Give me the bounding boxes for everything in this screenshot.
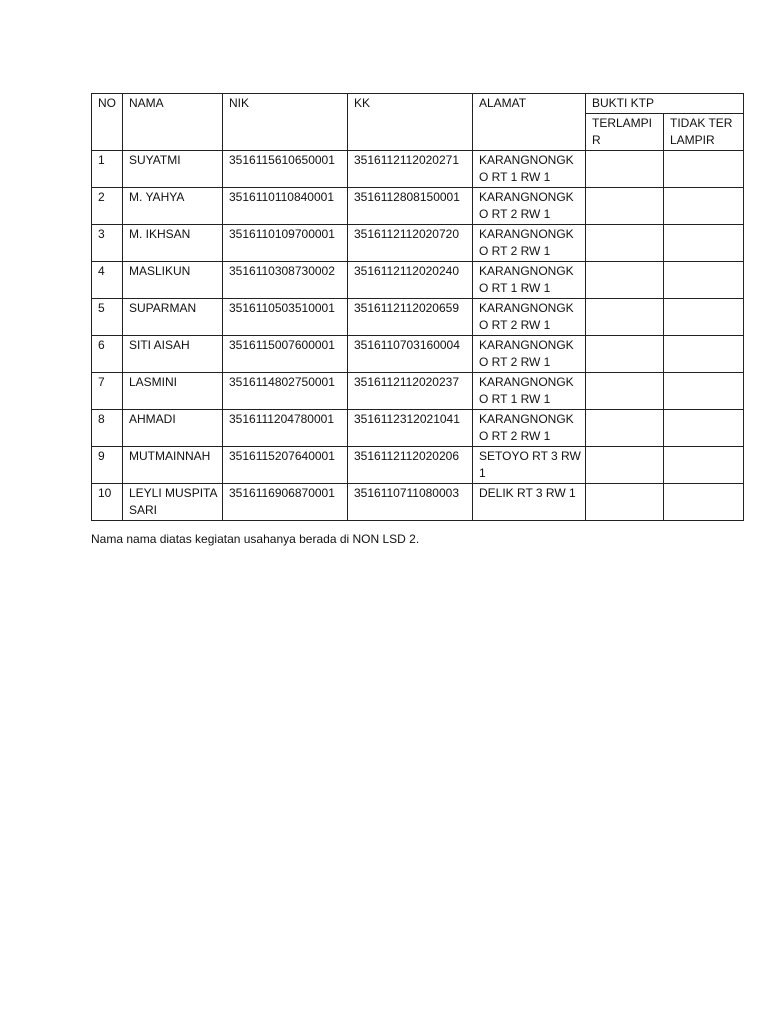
cell-nik: 3516116906870001 xyxy=(223,483,348,520)
header-nama: NAMA xyxy=(123,94,223,151)
header-terlampir: TERLAMPIR xyxy=(586,113,664,150)
table-row xyxy=(92,446,744,483)
cell-nama: SITI AISAH xyxy=(123,335,223,372)
cell-nik: 3516111204780001 xyxy=(223,409,348,446)
cell-no: 2 xyxy=(92,187,123,224)
table-row xyxy=(92,483,744,520)
table-row xyxy=(92,372,744,409)
cell-nama: SUYATMI xyxy=(123,150,223,187)
cell-kk: 3516112112020720 xyxy=(348,224,473,261)
cell-kk: 3516112112020206 xyxy=(348,446,473,483)
table-row xyxy=(92,261,744,298)
cell-nik: 3516110109700001 xyxy=(223,224,348,261)
header-kk: KK xyxy=(348,94,473,151)
cell-nik: 3516110110840001 xyxy=(223,187,348,224)
cell-terlampir xyxy=(586,224,664,261)
cell-nik: 3516110308730002 xyxy=(223,261,348,298)
cell-terlampir xyxy=(586,446,664,483)
cell-alamat: KARANGNONGKO RT 2 RW 1 xyxy=(473,298,586,335)
cell-no: 4 xyxy=(92,261,123,298)
cell-tidak-terlampir xyxy=(664,224,744,261)
cell-nama: AHMADI xyxy=(123,409,223,446)
cell-terlampir xyxy=(586,372,664,409)
cell-tidak-terlampir xyxy=(664,446,744,483)
cell-terlampir xyxy=(586,261,664,298)
cell-no: 5 xyxy=(92,298,123,335)
cell-tidak-terlampir xyxy=(664,298,744,335)
table-row xyxy=(92,187,744,224)
cell-tidak-terlampir xyxy=(664,261,744,298)
cell-terlampir xyxy=(586,409,664,446)
cell-alamat: KARANGNONGKO RT 2 RW 1 xyxy=(473,335,586,372)
cell-alamat: SETOYO RT 3 RW 1 xyxy=(473,446,586,483)
cell-no: 6 xyxy=(92,335,123,372)
table-row xyxy=(92,224,744,261)
header-bukti-ktp: BUKTI KTP xyxy=(586,94,744,114)
cell-kk: 3516112312021041 xyxy=(348,409,473,446)
cell-nik: 3516115610650001 xyxy=(223,150,348,187)
cell-nik: 3516110503510001 xyxy=(223,298,348,335)
cell-tidak-terlampir xyxy=(664,187,744,224)
cell-kk: 3516112112020240 xyxy=(348,261,473,298)
table-body xyxy=(92,94,744,521)
cell-alamat: KARANGNONGKO RT 2 RW 1 xyxy=(473,409,586,446)
cell-nik: 3516115007600001 xyxy=(223,335,348,372)
cell-nama: M. IKHSAN xyxy=(123,224,223,261)
cell-terlampir xyxy=(586,483,664,520)
cell-alamat: KARANGNONGKO RT 2 RW 1 xyxy=(473,187,586,224)
cell-tidak-terlampir xyxy=(664,483,744,520)
cell-tidak-terlampir xyxy=(664,150,744,187)
header-tidak-terlampir: TIDAK TERLAMPIR xyxy=(664,113,744,150)
cell-terlampir xyxy=(586,298,664,335)
cell-tidak-terlampir xyxy=(664,409,744,446)
table-row xyxy=(92,298,744,335)
cell-no: 7 xyxy=(92,372,123,409)
cell-kk: 3516112112020659 xyxy=(348,298,473,335)
ktp-table xyxy=(91,93,744,521)
cell-nama: LEYLI MUSPITASARI xyxy=(123,483,223,520)
table-row xyxy=(92,409,744,446)
header-alamat: ALAMAT xyxy=(473,94,586,151)
table-row xyxy=(92,150,744,187)
cell-nama: MUTMAINNAH xyxy=(123,446,223,483)
cell-alamat: DELIK RT 3 RW 1 xyxy=(473,483,586,520)
cell-kk: 3516110711080003 xyxy=(348,483,473,520)
cell-tidak-terlampir xyxy=(664,372,744,409)
cell-alamat: KARANGNONGKO RT 1 RW 1 xyxy=(473,372,586,409)
cell-kk: 3516112112020271 xyxy=(348,150,473,187)
footer-note: Nama nama diatas kegiatan usahanya berada di NON LSD 2. xyxy=(91,532,420,546)
cell-alamat: KARANGNONGKO RT 1 RW 1 xyxy=(473,150,586,187)
cell-nama: LASMINI xyxy=(123,372,223,409)
cell-tidak-terlampir xyxy=(664,335,744,372)
table-row xyxy=(92,335,744,372)
cell-no: 3 xyxy=(92,224,123,261)
header-no: NO xyxy=(92,94,123,151)
cell-alamat: KARANGNONGKO RT 2 RW 1 xyxy=(473,224,586,261)
cell-no: 1 xyxy=(92,150,123,187)
cell-no: 9 xyxy=(92,446,123,483)
cell-alamat: KARANGNONGKO RT 1 RW 1 xyxy=(473,261,586,298)
cell-nama: SUPARMAN xyxy=(123,298,223,335)
header-row xyxy=(92,94,744,114)
cell-no: 10 xyxy=(92,483,123,520)
cell-terlampir xyxy=(586,335,664,372)
cell-no: 8 xyxy=(92,409,123,446)
cell-kk: 3516112808150001 xyxy=(348,187,473,224)
cell-terlampir xyxy=(586,187,664,224)
cell-nik: 3516115207640001 xyxy=(223,446,348,483)
cell-nama: MASLIKUN xyxy=(123,261,223,298)
header-nik: NIK xyxy=(223,94,348,151)
cell-kk: 3516110703160004 xyxy=(348,335,473,372)
cell-kk: 3516112112020237 xyxy=(348,372,473,409)
cell-terlampir xyxy=(586,150,664,187)
cell-nama: M. YAHYA xyxy=(123,187,223,224)
cell-nik: 3516114802750001 xyxy=(223,372,348,409)
